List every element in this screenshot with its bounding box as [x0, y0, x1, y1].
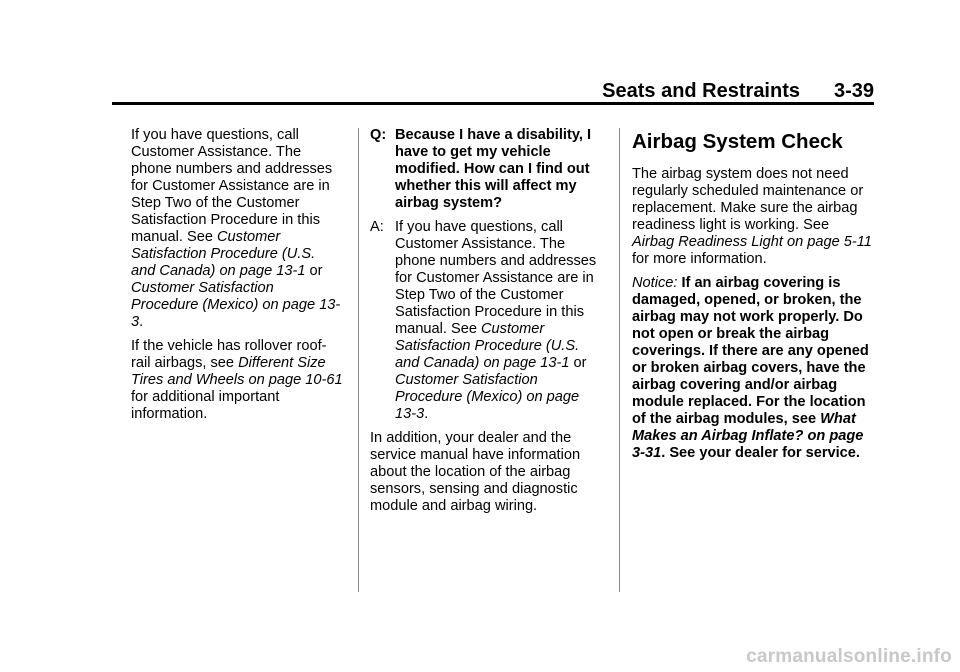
- column-divider-2: [619, 128, 620, 592]
- answer-item: [370, 219, 602, 423]
- xref-link-us-canada[interactable]: Customer Satisfaction Procedure (U.S. and Canada) on page 13-1: [131, 229, 316, 279]
- text: .: [424, 406, 429, 422]
- text: The airbag system does not need regularly scheduled maintenance or replacement. Make sure the airbag readiness light is working. See: [632, 166, 864, 233]
- column-3: [632, 127, 872, 469]
- page-number: 3-39: [833, 80, 874, 102]
- text: or: [569, 355, 587, 371]
- xref-link-tires-wheels[interactable]: Different Size Tires and Wheels on page 10-61: [131, 355, 343, 388]
- text: .: [139, 314, 144, 330]
- answer-label: A:: [370, 219, 384, 235]
- notice-text: If an airbag covering is damaged, opened, or broken, the airbag may not work properly. Do not open or break the airbag coverings. If there are any opened or broken airbag covers, have the airbag covering and/or airbag module replaced. For the location of the airbag modules, see: [632, 275, 869, 427]
- xref-link-airbag-inflate[interactable]: What Makes an Airbag Inflate? on page 3-31: [632, 411, 864, 461]
- text: or: [305, 263, 323, 279]
- question-text: Because I have a disability, I have to get my vehicle modified. How can I find out whether this will affect my airbag system?: [395, 127, 592, 211]
- xref-link-us-canada[interactable]: Customer Satisfaction Procedure (U.S. and Canada) on page 13-1: [395, 321, 580, 371]
- notice-label: Notice:: [632, 275, 678, 291]
- xref-link-mexico[interactable]: Customer Satisfaction Procedure (Mexico) on page 13-3: [131, 280, 341, 330]
- text: If the vehicle has rollover roof-rail airbags, see: [131, 338, 327, 371]
- answer-text: If you have questions, call Customer Assistance. The phone numbers and addresses for Customer Assistance are in Step Two of the Customer Satisfaction Procedure in this manual. See: [395, 219, 597, 337]
- xref-link-readiness-light[interactable]: Airbag Readiness Light on page 5-11: [632, 234, 872, 250]
- text: If you have questions, call Customer Assistance. The phone numbers and addresses for Customer Assistance are in Step Two of the Customer Satisfaction Procedure in this manual. See: [131, 127, 333, 245]
- question-item: [370, 127, 602, 212]
- section-title: Seats and Restraints: [602, 80, 800, 102]
- text: for more information.: [632, 251, 767, 267]
- header-rule: [112, 102, 874, 105]
- text: for additional important information.: [131, 389, 280, 422]
- xref-link-mexico[interactable]: Customer Satisfaction Procedure (Mexico) on page 13-3: [395, 372, 580, 422]
- paragraph-customer-assistance: [131, 127, 343, 331]
- notice-paragraph: [632, 275, 872, 462]
- paragraph-system-check: [632, 166, 872, 268]
- column-1: [131, 127, 343, 430]
- paragraph-rollover-airbags: [131, 338, 343, 423]
- column-divider-1: [358, 128, 359, 592]
- paragraph-dealer-service-manual: In addition, your dealer and the service manual have information about the location of the airbag sensors, sensing and diagnostic module and airbag wiring.: [370, 430, 581, 514]
- question-label: Q:: [370, 127, 387, 143]
- watermark: carmanualsonline.info: [746, 646, 952, 667]
- notice-text: . See your dealer for service.: [661, 445, 860, 461]
- column-2: [370, 127, 602, 522]
- section-heading: Airbag System Check: [632, 130, 843, 153]
